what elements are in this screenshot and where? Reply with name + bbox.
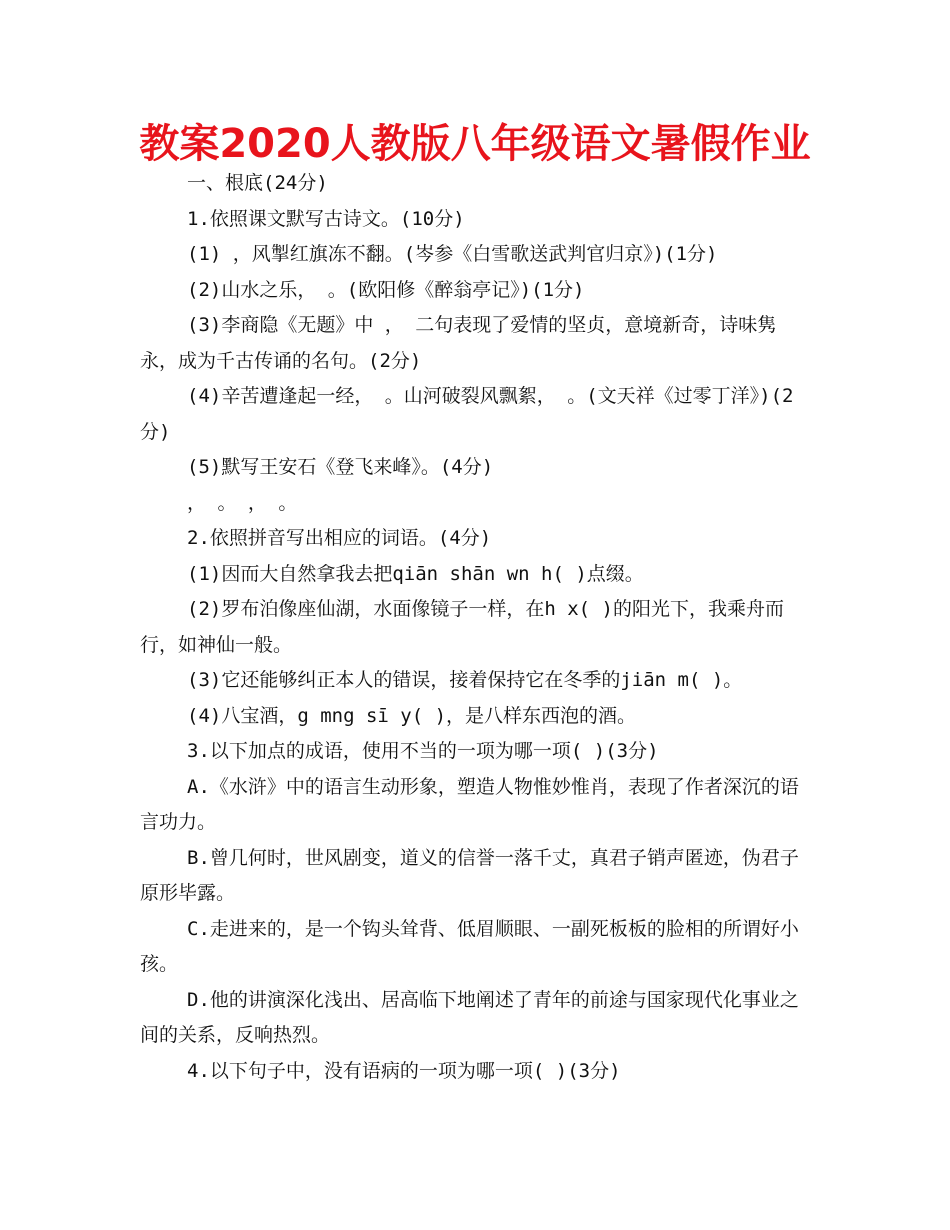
- paragraph-q1-item-3: (3)李商隐《无题》中 ， 二句表现了爱情的坚贞，意境新奇，诗味隽永，成为千古传诵的名句。(2分): [140, 314, 777, 372]
- paragraph-q1-item-2: (2)山水之乐， 。(欧阳修《醉翁亭记》)(1分): [187, 278, 585, 301]
- paragraph-question-4: 4.以下句子中，没有语病的一项为哪一项( )(3分): [187, 1059, 621, 1082]
- paragraph-section-heading: 一、根底(24分): [187, 172, 328, 194]
- paragraph-q3-option-b: B.曾几何时，世风剧变，道义的信誉一落千丈，真君子销声匿迹，伪君子原形毕露。: [140, 846, 799, 904]
- paragraph-q2-item-4: (4)八宝酒，g mng sī y( )，是八样东西泡的酒。: [187, 704, 637, 727]
- paragraph-q2-item-3: (3)它还能够纠正本人的错误，接着保持它在冬季的jiān m( )。: [187, 669, 743, 691]
- paragraph-q3-option-a: A.《水浒》中的语言生动形象，塑造人物惟妙惟肖，表现了作者深沉的语言功力。: [140, 775, 799, 833]
- paragraph-question-3: 3.以下加点的成语，使用不当的一项为哪一项( )(3分): [187, 740, 659, 762]
- document-body: [140, 166, 812, 1089]
- paragraph-q1-item-4: (4)辛苦遭逢起一经， 。山河破裂风飘絮， 。(文天祥《过零丁洋》)(2分): [140, 385, 794, 443]
- paragraph-question-1: 1.依照课文默写古诗文。(10分): [187, 207, 465, 230]
- paragraph-q1-item-5: (5)默写王安石《登飞来峰》。(4分): [187, 456, 494, 478]
- paragraph-q3-option-d: D.他的讲演深化浅出、居高临下地阐述了青年的前途与国家现代化事业之间的关系，反响热烈。: [140, 988, 799, 1046]
- paragraph-q1-item-5-blanks: ， 。 ， 。: [187, 491, 298, 514]
- document-title: 教案2020人教版八年级语文暑假作业: [139, 121, 811, 167]
- paragraph-question-2: 2.依照拼音写出相应的词语。(4分): [187, 527, 492, 549]
- paragraph-q2-item-2: (2)罗布泊像座仙湖，水面像镜子一样，在h x( )的阳光下，我乘舟而行，如神仙一般。: [140, 598, 784, 656]
- paragraph-q2-item-1: (1)因而大自然拿我去把qiān shān wn h( )点缀。: [187, 562, 644, 585]
- paragraph-q1-item-1: (1) ，风掣红旗冻不翻。(岑参《白雪歌送武判官归京》)(1分): [187, 243, 718, 265]
- paragraph-q3-option-c: C.走进来的，是一个钩头耸背、低眉顺眼、一副死板板的脸相的所谓好小孩。: [140, 917, 799, 975]
